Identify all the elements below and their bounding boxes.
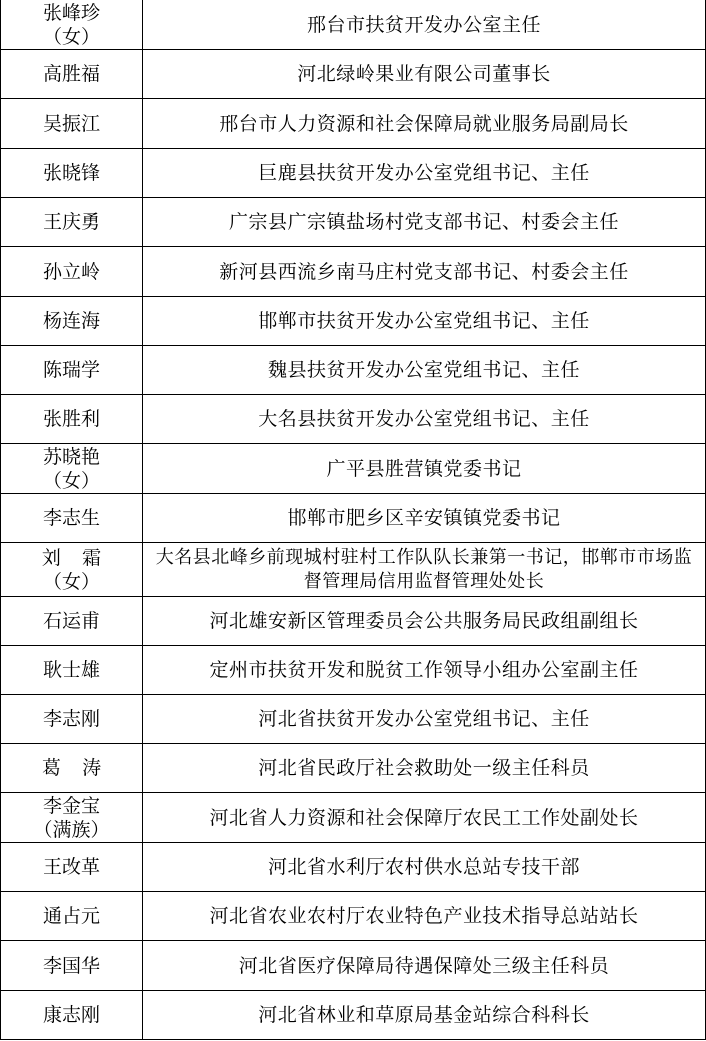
table-row <box>1 297 706 346</box>
job-title-cell: 巨鹿县扶贫开发办公室党组书记、主任 <box>143 149 706 198</box>
person-name: 李志刚 <box>42 708 100 730</box>
job-title-cell: 邯郸市肥乡区辛安镇镇党委书记 <box>143 494 706 543</box>
person-note: （女） <box>42 570 100 593</box>
job-title-cell: 邢台市人力资源和社会保障局就业服务局副局长 <box>143 99 706 149</box>
name-cell <box>1 346 143 395</box>
table-row <box>1 843 706 892</box>
table-row <box>1 991 706 1040</box>
job-title-cell: 河北省人力资源和社会保障厅农民工工作处副处长 <box>143 793 706 843</box>
person-name: 耿士雄 <box>42 659 100 681</box>
person-name: 杨连海 <box>42 310 100 332</box>
job-title-cell: 河北省民政厅社会救助处一级主任科员 <box>143 744 706 793</box>
table-row <box>1 0 706 50</box>
name-cell <box>1 892 143 941</box>
job-title-cell: 广平县胜营镇党委书记 <box>143 444 706 494</box>
job-title-cell: 邯郸市扶贫开发办公室党组书记、主任 <box>143 297 706 346</box>
job-title-cell: 河北绿岭果业有限公司董事长 <box>143 50 706 99</box>
table-row <box>1 444 706 494</box>
job-title-cell: 大名县扶贫开发办公室党组书记、主任 <box>143 395 706 444</box>
name-cell <box>1 149 143 198</box>
name-cell <box>1 494 143 543</box>
job-title-cell: 河北雄安新区管理委员会公共服务局民政组副组长 <box>143 597 706 646</box>
person-name: 李国华 <box>42 954 100 977</box>
person-name: 李志生 <box>42 507 100 529</box>
person-name: 李金宝 <box>42 794 100 817</box>
person-name: 陈瑞学 <box>42 359 100 381</box>
name-cell <box>1 395 143 444</box>
table-row <box>1 149 706 198</box>
name-cell <box>1 297 143 346</box>
table-row <box>1 99 706 149</box>
job-title-cell: 大名县北峰乡前现城村驻村工作队队长兼第一书记，邯郸市市场监督管理局信用监督管理处处长 <box>143 543 706 597</box>
job-title-cell: 河北省林业和草原局基金站综合科科长 <box>143 991 706 1040</box>
job-title-cell: 河北省水利厅农村供水总站专技干部 <box>143 843 706 892</box>
table-row <box>1 395 706 444</box>
table-row <box>1 941 706 991</box>
job-title-cell: 魏县扶贫开发办公室党组书记、主任 <box>143 346 706 395</box>
job-title-cell: 广宗县广宗镇盐场村党支部书记、村委会主任 <box>143 198 706 247</box>
job-title-cell: 定州市扶贫开发和脱贫工作领导小组办公室副主任 <box>143 646 706 695</box>
person-name: 石运甫 <box>42 610 100 632</box>
person-name: 高胜福 <box>42 63 100 85</box>
job-title-cell: 河北省医疗保障局待遇保障处三级主任科员 <box>143 941 706 991</box>
person-name: 苏晓艳 <box>42 445 100 468</box>
table-row <box>1 744 706 793</box>
table-row <box>1 793 706 843</box>
person-name: 孙立岭 <box>42 260 100 283</box>
person-name: 张晓锋 <box>42 162 100 184</box>
job-title-cell: 邢台市扶贫开发办公室主任 <box>143 0 706 50</box>
name-cell <box>1 99 143 149</box>
name-cell <box>1 793 143 843</box>
job-title-cell: 河北省农业农村厅农业特色产业技术指导总站站长 <box>143 892 706 941</box>
person-name: 王改革 <box>42 856 100 878</box>
name-cell <box>1 543 143 597</box>
name-cell <box>1 597 143 646</box>
table-row <box>1 646 706 695</box>
person-name: 通占元 <box>42 905 100 927</box>
name-cell <box>1 941 143 991</box>
table-row <box>1 346 706 395</box>
name-cell <box>1 991 143 1040</box>
job-title-cell: 河北省扶贫开发办公室党组书记、主任 <box>143 695 706 744</box>
person-note: （女） <box>42 469 100 492</box>
name-cell <box>1 744 143 793</box>
name-cell <box>1 198 143 247</box>
table-row <box>1 247 706 297</box>
person-name: 刘 霜 <box>41 546 109 569</box>
name-cell <box>1 247 143 297</box>
table-row <box>1 543 706 597</box>
person-note: （满族） <box>33 818 110 841</box>
person-name: 张胜利 <box>42 408 100 430</box>
table-row <box>1 892 706 941</box>
table-row <box>1 198 706 247</box>
table-row <box>1 695 706 744</box>
name-cell <box>1 695 143 744</box>
person-name: 葛 涛 <box>41 757 109 779</box>
person-note: （女） <box>42 25 100 48</box>
table-row <box>1 50 706 99</box>
name-cell <box>1 646 143 695</box>
table-row <box>1 597 706 646</box>
name-cell <box>1 444 143 494</box>
name-cell <box>1 50 143 99</box>
name-cell <box>1 843 143 892</box>
name-cell <box>1 0 143 50</box>
roster-body <box>1 0 706 1040</box>
job-title-cell: 新河县西流乡南马庄村党支部书记、村委会主任 <box>143 247 706 297</box>
person-name: 张峰珍 <box>42 1 100 24</box>
person-name: 王庆勇 <box>42 211 100 233</box>
person-name: 康志刚 <box>42 1004 100 1026</box>
person-name: 吴振江 <box>42 112 100 135</box>
table-row <box>1 494 706 543</box>
